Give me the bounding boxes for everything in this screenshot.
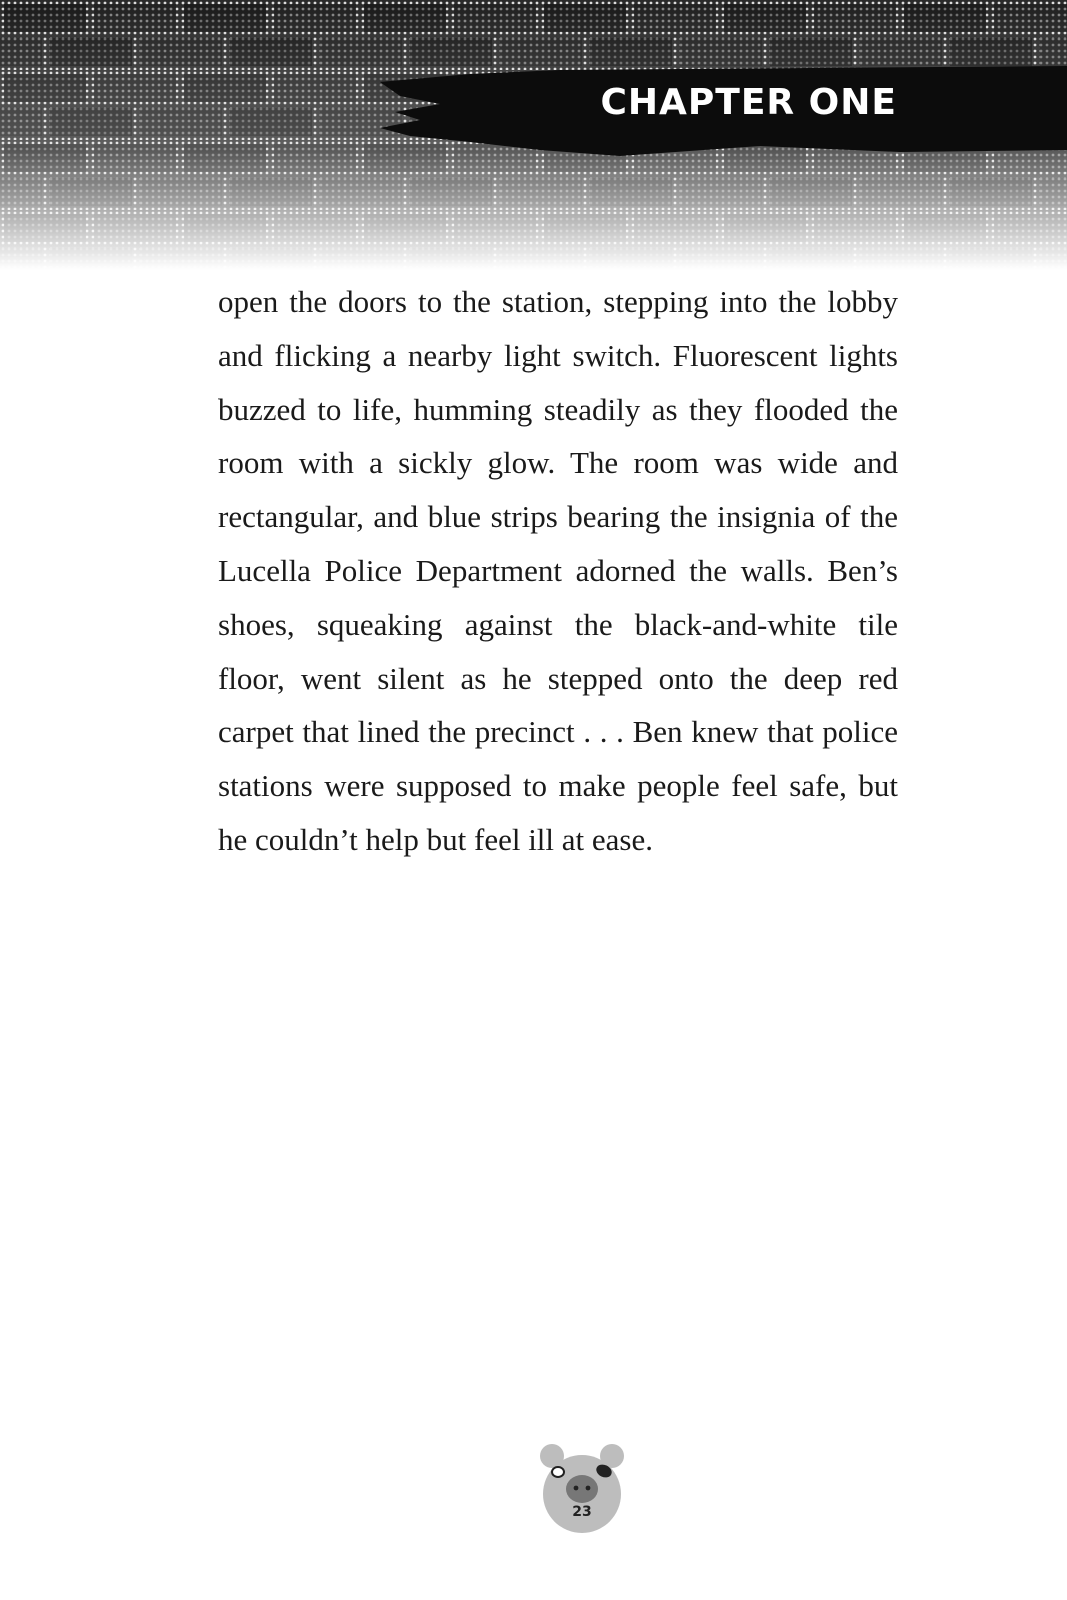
halftone-brick-texture bbox=[0, 0, 1067, 270]
page-number-badge bbox=[539, 1442, 625, 1534]
chapter-header-banner bbox=[0, 0, 1067, 270]
bear-face-icon bbox=[539, 1442, 625, 1534]
chapter-title: CHAPTER ONE bbox=[600, 82, 897, 123]
page-number: 23 bbox=[572, 1504, 592, 1520]
body-paragraph: open the doors to the station, stepping into the lobby and flicking a nearby light switch. Fluorescent lights buzzed to life, humming steadily as they flooded the room with a sickly glow. The room was wide and rectangular, and blue strips bearing the insignia of the Lucella Police Department adorned the walls. Ben’s shoes, squeaking against the black-and-white tile floor, went silent as he stepped onto the deep red carpet that lined the precinct . . . Ben knew that police stations were supposed to make people feel safe, but he couldn’t help but feel ill at ease. bbox=[218, 284, 898, 857]
